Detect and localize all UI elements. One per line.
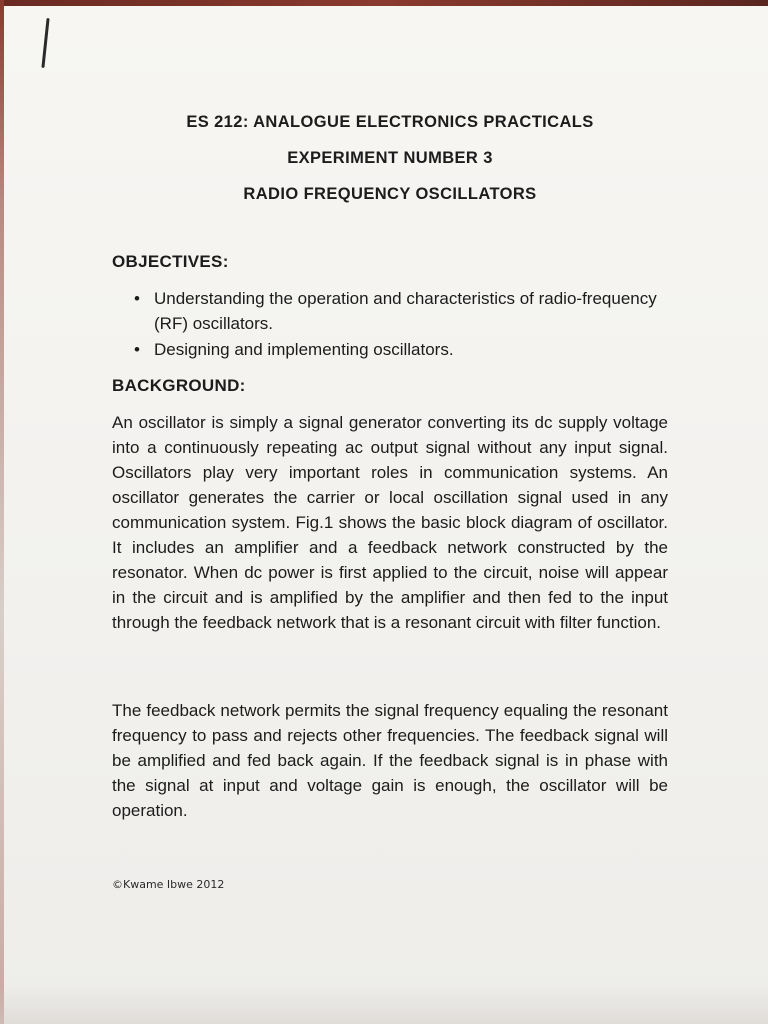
background-paragraph-2: The feedback network permits the signal frequency equaling the resonant frequency to pass and rejects other frequencies. The feedback signal will be amplified and fed back again. If the feedback signal is in phase with the signal at input and voltage gain is enough, the oscillator will be operation. <box>112 701 668 820</box>
background-heading: BACKGROUND: <box>112 376 246 395</box>
bullet-icon: • <box>134 289 140 308</box>
list-item <box>132 286 672 336</box>
document-header <box>110 104 670 212</box>
course-title: ES 212: ANALOGUE ELECTRONICS PRACTICALS <box>186 113 594 131</box>
bullet-icon: • <box>134 340 140 359</box>
experiment-number: EXPERIMENT NUMBER 3 <box>287 149 493 167</box>
background-paragraph-1: An oscillator is simply a signal generator converting its dc supply voltage into a continuously repeating ac output signal without any input signal. Oscillators play very important roles in communication systems. An oscillator generates the carrier or local oscillation signal used in any communication system. Fig.1 shows the basic block diagram of oscillator. It includes an amplifier and a feedback network constructed by the resonator. When dc power is first applied to the circuit, noise will appear in the circuit and is amplified by the amplifier and then fed to the input through the feedback network that is a resonant circuit with filter function. <box>112 413 668 632</box>
page-bottom-shade <box>0 984 768 1024</box>
pen-mark <box>41 18 49 68</box>
page-top-edge <box>0 0 768 6</box>
copyright-footer: ©Kwame Ibwe 2012 <box>112 878 225 891</box>
page-left-edge <box>0 0 4 1024</box>
list-item <box>132 337 672 362</box>
experiment-topic: RADIO FREQUENCY OSCILLATORS <box>243 185 537 203</box>
objectives-list <box>132 286 672 363</box>
objectives-heading: OBJECTIVES: <box>112 252 229 271</box>
objective-text: Understanding the operation and characteristics of radio-frequency (RF) oscillators. <box>154 289 657 333</box>
objective-text: Designing and implementing oscillators. <box>154 340 454 359</box>
